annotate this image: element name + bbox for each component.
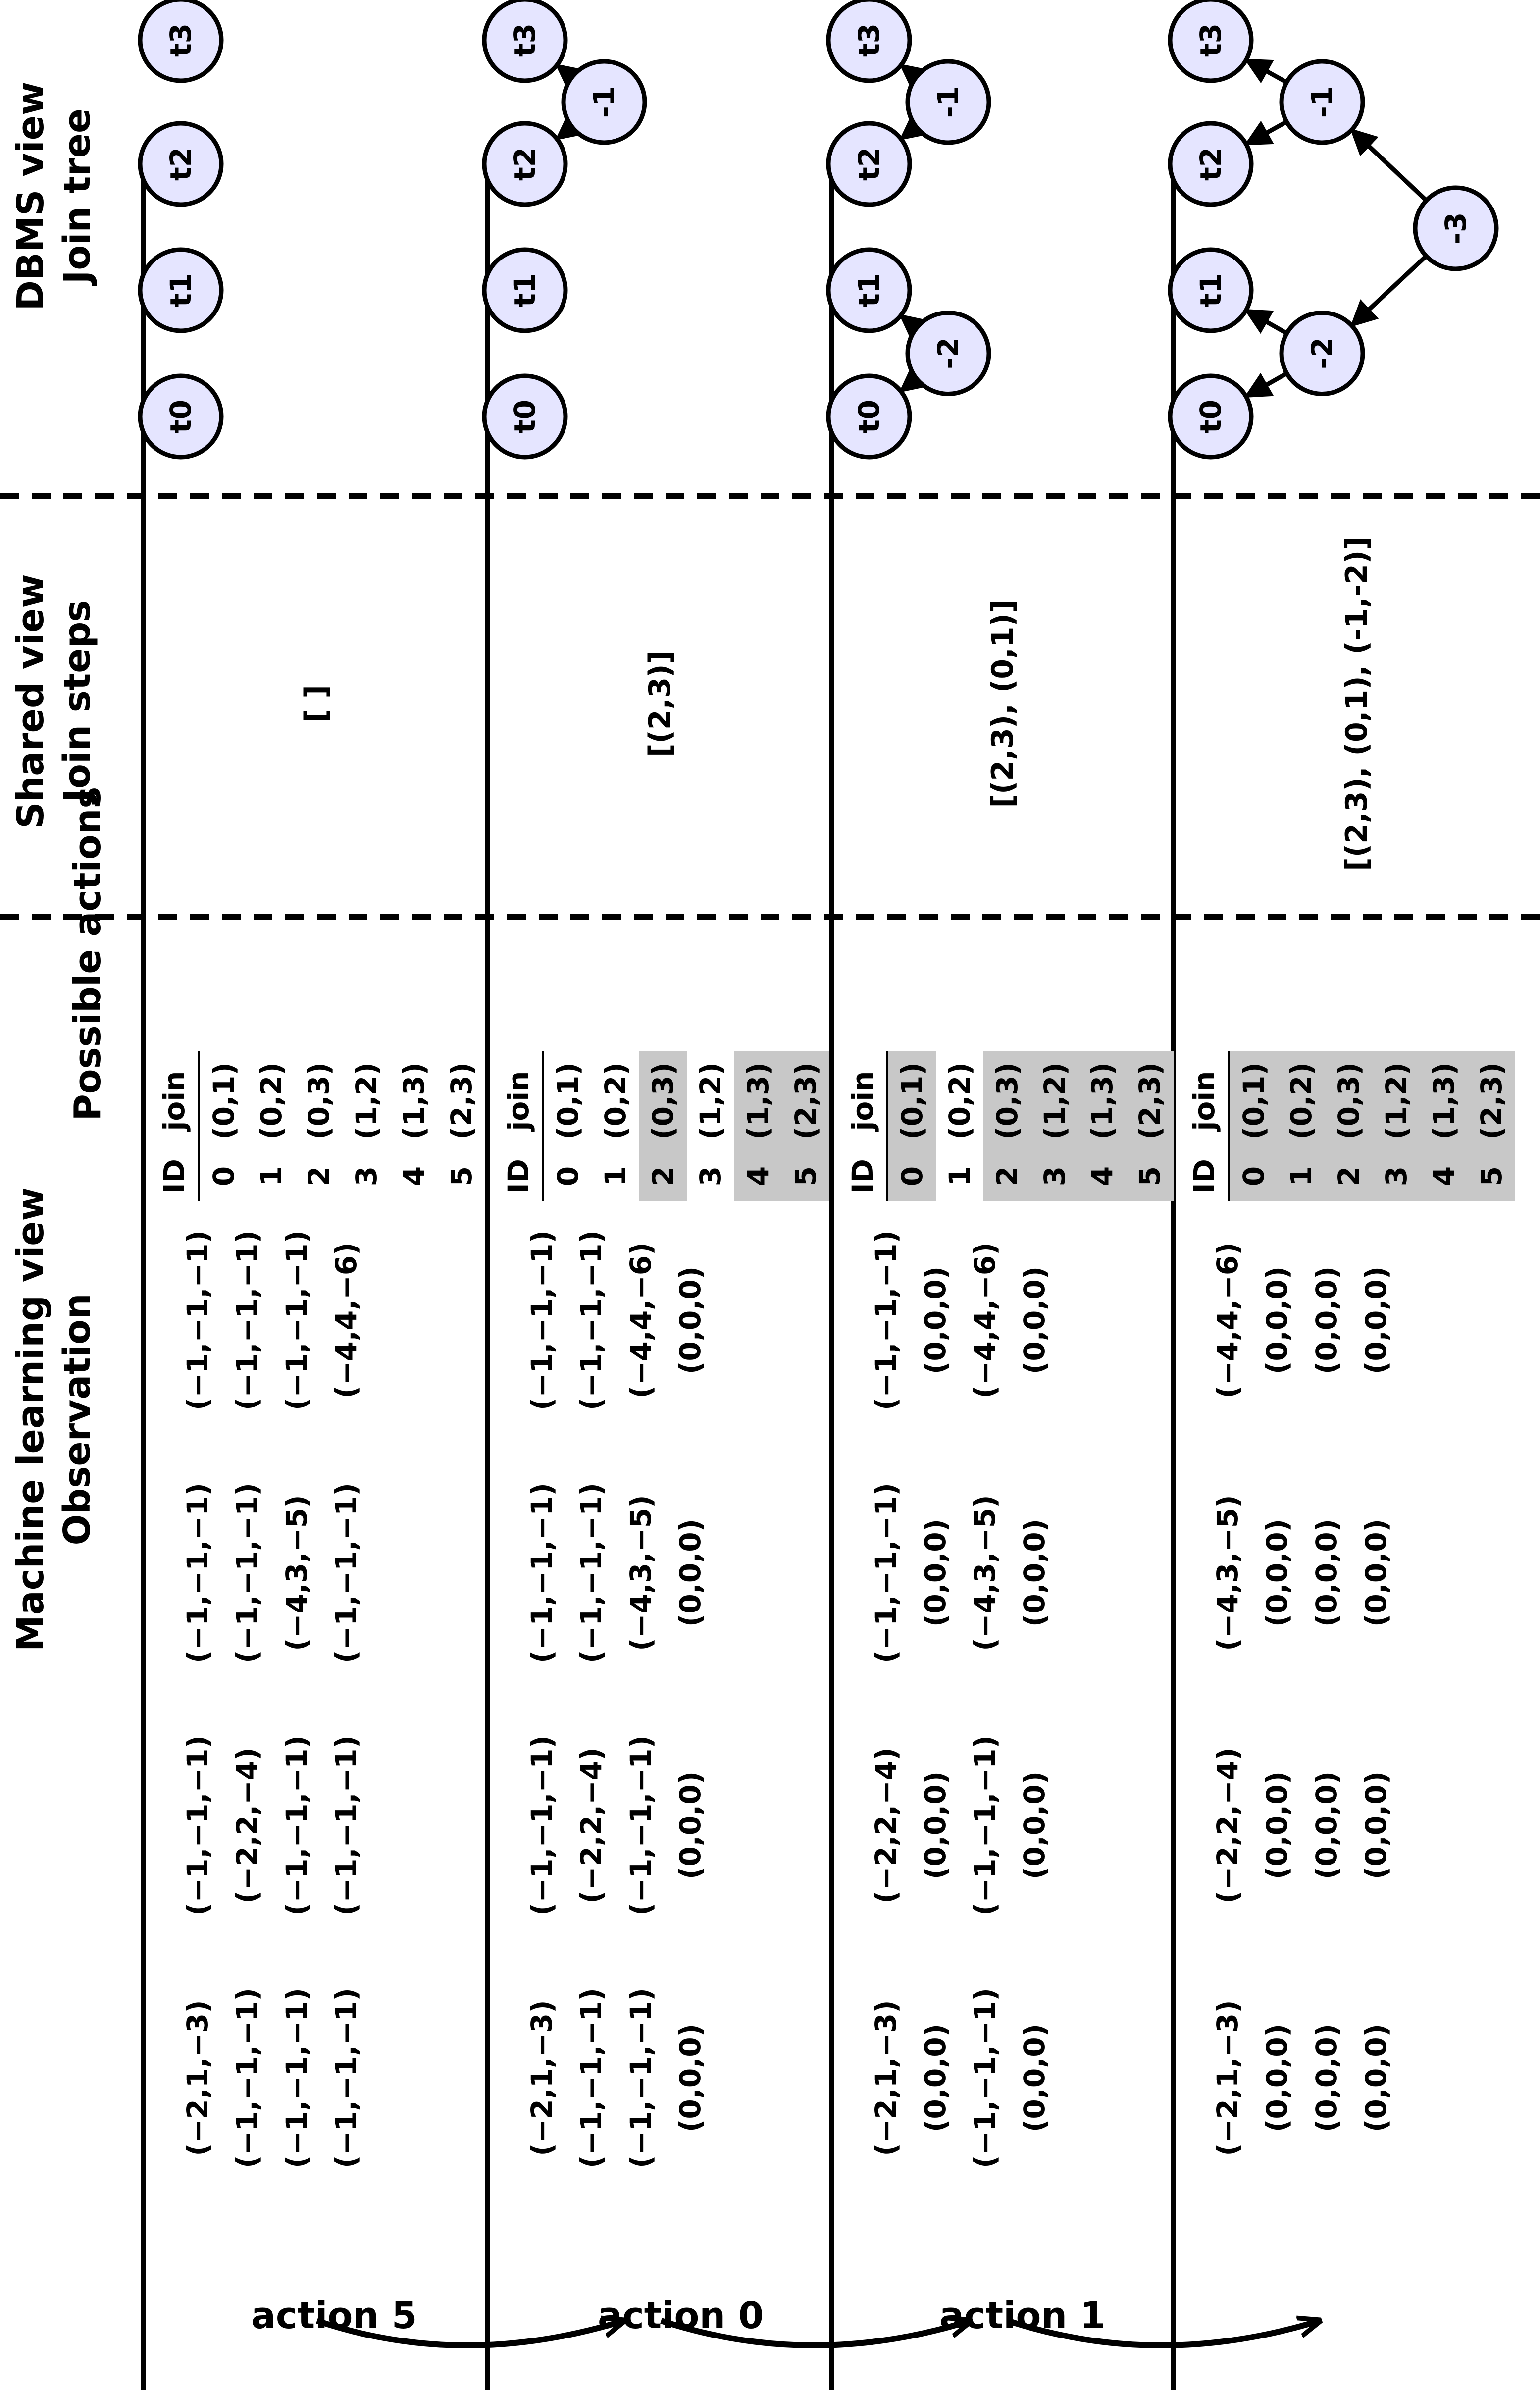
- observation-tuple: (−1,−1,−1): [181, 1483, 214, 1663]
- tree-node-label: t1: [852, 273, 886, 308]
- observation-tuple: (0,0,0): [1018, 1771, 1051, 1880]
- tree-edge-arrow: [1249, 373, 1287, 395]
- observation-tuple: (−1,−1,−1): [181, 1230, 214, 1410]
- action-id: 5: [445, 1166, 478, 1187]
- action-join: (0,1): [551, 1062, 585, 1140]
- observation-tuple: (−1,−1,−1): [230, 1483, 264, 1663]
- observation-tuple: (0,0,0): [919, 1518, 952, 1627]
- tree-node-label: -2: [931, 337, 965, 369]
- action-join: (1,2): [350, 1062, 383, 1140]
- action-id: 1: [599, 1166, 632, 1187]
- tree-node-label: t3: [852, 23, 886, 57]
- action-join: (0,3): [639, 1051, 687, 1151]
- observation-tuple: (0,0,0): [673, 1266, 707, 1375]
- tree-edge-arrow: [559, 67, 572, 77]
- tree-node-label: t1: [164, 273, 198, 308]
- action-id: 3: [1373, 1151, 1420, 1201]
- tree-node-label: t2: [508, 147, 542, 181]
- observation-tuple: (−2,2,−4): [1211, 1747, 1244, 1904]
- action-join: (1,2): [1373, 1051, 1420, 1151]
- action-join: (0,1): [887, 1051, 936, 1151]
- action-join: (1,3): [1420, 1051, 1468, 1151]
- table-header-id: ID: [502, 1159, 535, 1194]
- observation-tuple: (0,0,0): [1310, 1518, 1343, 1627]
- observation-tuple: (−1,−1,−1): [525, 1483, 559, 1663]
- tree-node-label: -2: [1305, 337, 1339, 369]
- tree-node: [828, 376, 910, 457]
- action-id: 1: [943, 1166, 976, 1187]
- tree-edge-arrow: [1249, 122, 1286, 143]
- tree-node-label: t2: [852, 147, 886, 181]
- table-header-id: ID: [1187, 1159, 1221, 1194]
- action-id: 4: [734, 1151, 782, 1201]
- table-header-id: ID: [846, 1159, 879, 1194]
- observation-tuple: (−1,−1,−1): [525, 1230, 559, 1410]
- tree-node: [908, 61, 989, 143]
- observation-tuple: (−2,2,−4): [869, 1747, 903, 1904]
- observation-tuple: (−1,−1,−1): [624, 1988, 658, 2168]
- tree-node: [1415, 188, 1496, 269]
- tree-node-label: -1: [1305, 86, 1339, 118]
- tree-node: [1170, 376, 1251, 457]
- tree-node: [1282, 61, 1363, 143]
- tree-node: [828, 123, 910, 205]
- tree-node-label: t3: [1194, 23, 1228, 57]
- observation-tuple: (−4,4,−6): [968, 1242, 1002, 1399]
- observation-tuple: (−1,−1,−1): [968, 1735, 1002, 1916]
- join-steps-value: [(2,3), (0,1), (-1,-2)]: [1339, 536, 1374, 871]
- action-id: 4: [1420, 1151, 1468, 1201]
- action-id: 0: [1229, 1151, 1278, 1201]
- tree-edge-arrow: [1249, 61, 1286, 82]
- action-id: 1: [255, 1166, 288, 1187]
- tree-node: [1170, 123, 1251, 205]
- observation-tuple: (0,0,0): [673, 1771, 707, 1880]
- table-header-join: join: [502, 1071, 535, 1131]
- observation-tuple: (−4,4,−6): [329, 1242, 363, 1399]
- observation-tuple: (−4,3,−5): [280, 1495, 313, 1651]
- tree-node-label: t3: [508, 23, 542, 57]
- tree-node: [484, 0, 565, 81]
- action-join: (1,2): [694, 1062, 727, 1140]
- observation-tuple: (0,0,0): [673, 1518, 707, 1627]
- action-id: 3: [1031, 1151, 1078, 1201]
- observation-tuple: (−1,−1,−1): [624, 1735, 658, 1916]
- observation-tuple: (0,0,0): [1018, 1518, 1051, 1627]
- observation-tuple: (0,0,0): [919, 1266, 952, 1375]
- tree-edge-arrow: [559, 127, 572, 137]
- observation-tuple: (−1,−1,−1): [280, 1735, 313, 1916]
- action-join: (0,3): [302, 1062, 336, 1140]
- tree-node-label: t1: [508, 273, 542, 308]
- action-id: 5: [782, 1151, 829, 1201]
- observation-tuple: (−1,−1,−1): [329, 1735, 363, 1916]
- action-id: 3: [350, 1166, 383, 1187]
- observation-tuple: (0,0,0): [673, 2024, 707, 2132]
- observation-tuple: (0,0,0): [1260, 1266, 1294, 1375]
- observation-tuple: (0,0,0): [1359, 1266, 1393, 1375]
- observation-tuple: (−4,3,−5): [624, 1495, 658, 1651]
- observation-tuple: (0,0,0): [1359, 1518, 1393, 1627]
- tree-node: [1282, 313, 1363, 394]
- action-id: 0: [207, 1166, 241, 1187]
- tree-edge-arrow: [903, 127, 916, 137]
- tree-node-label: t0: [164, 399, 198, 434]
- observation-title: Observation: [56, 1293, 99, 1546]
- observation-tuple: (0,0,0): [919, 1771, 952, 1880]
- tree-node-label: t0: [1194, 399, 1228, 434]
- tree-node-label: t1: [1194, 273, 1228, 308]
- observation-tuple: (−1,−1,−1): [574, 1988, 608, 2168]
- tree-node-label: -1: [931, 86, 965, 118]
- action-join: (0,2): [599, 1062, 632, 1140]
- action-id: 2: [1325, 1151, 1373, 1201]
- action-id: 2: [302, 1166, 336, 1187]
- table-header-join: join: [157, 1071, 191, 1131]
- observation-tuple: (−2,1,−3): [1211, 2000, 1244, 2156]
- observation-tuple: (−4,4,−6): [624, 1242, 658, 1399]
- observation-tuple: (0,0,0): [1260, 2024, 1294, 2132]
- tree-node: [828, 0, 910, 81]
- tree-node-label: t0: [852, 399, 886, 434]
- observation-tuple: (−4,4,−6): [1211, 1242, 1244, 1399]
- action-id: 4: [1078, 1151, 1126, 1201]
- transition-label: action 5: [251, 2294, 417, 2337]
- action-id: 3: [694, 1166, 727, 1187]
- tree-node-label: t0: [508, 399, 542, 434]
- observation-tuple: (−1,−1,−1): [869, 1230, 903, 1410]
- observation-tuple: (0,0,0): [1359, 1771, 1393, 1880]
- table-header-join: join: [1187, 1071, 1221, 1131]
- tree-node: [1170, 250, 1251, 331]
- action-join: (0,2): [1278, 1051, 1325, 1151]
- action-id: 1: [1278, 1151, 1325, 1201]
- join-steps-title: Join steps: [56, 600, 99, 803]
- join-steps-value: [ ]: [298, 685, 333, 723]
- tree-edge-arrow: [903, 67, 916, 77]
- observation-tuple: (−2,2,−4): [574, 1747, 608, 1904]
- tree-edge-arrow: [1354, 256, 1426, 323]
- ml-view-title: Machine learning view: [9, 1187, 52, 1652]
- tree-edge-arrow: [1354, 132, 1426, 200]
- observation-tuple: (0,0,0): [1310, 1771, 1343, 1880]
- action-id: 5: [1468, 1151, 1515, 1201]
- observation-tuple: (−2,1,−3): [869, 2000, 903, 2156]
- tree-node: [484, 250, 565, 331]
- observation-tuple: (−1,−1,−1): [230, 1988, 264, 2168]
- observation-tuple: (0,0,0): [1310, 2024, 1343, 2132]
- action-join: (2,3): [1126, 1051, 1174, 1151]
- shared-view-title: Shared view: [9, 574, 52, 829]
- observation-tuple: (−1,−1,−1): [329, 1988, 363, 2168]
- tree-node-label: t2: [164, 147, 198, 181]
- observation-tuple: (−1,−1,−1): [968, 1988, 1002, 2168]
- join-steps-value: [(2,3), (0,1)]: [985, 599, 1020, 808]
- dbms-view-title: DBMS view: [9, 81, 52, 311]
- action-join: (1,3): [397, 1062, 431, 1140]
- tree-node: [908, 313, 989, 394]
- action-id: 0: [551, 1166, 585, 1187]
- tree-edge-arrow: [1249, 312, 1287, 333]
- action-id: 0: [887, 1151, 936, 1201]
- tree-edge-arrow: [903, 317, 917, 328]
- tree-node: [140, 376, 221, 457]
- join-tree-title: Join tree: [56, 108, 99, 284]
- action-id: 2: [639, 1151, 687, 1201]
- tree-node-label: t2: [1194, 147, 1228, 181]
- action-join: (0,2): [943, 1062, 976, 1140]
- action-join: (1,3): [1078, 1051, 1126, 1151]
- action-id: 2: [983, 1151, 1031, 1201]
- tree-node-label: -1: [587, 86, 621, 118]
- action-join: (2,3): [1468, 1051, 1515, 1151]
- tree-node: [140, 250, 221, 331]
- observation-tuple: (0,0,0): [1018, 1266, 1051, 1375]
- action-join: (1,3): [734, 1051, 782, 1151]
- observation-tuple: (0,0,0): [1018, 2024, 1051, 2132]
- observation-tuple: (0,0,0): [1260, 1771, 1294, 1880]
- tree-node: [484, 123, 565, 205]
- tree-node: [140, 123, 221, 205]
- action-join: (2,3): [782, 1051, 829, 1151]
- transition-label: action 0: [598, 2294, 764, 2337]
- join-steps-value: [(2,3)]: [642, 650, 677, 757]
- observation-tuple: (−2,1,−3): [525, 2000, 559, 2156]
- table-header-join: join: [846, 1071, 879, 1131]
- observation-tuple: (−1,−1,−1): [525, 1735, 559, 1916]
- observation-tuple: (0,0,0): [1260, 1518, 1294, 1627]
- observation-tuple: (−1,−1,−1): [869, 1483, 903, 1663]
- actions-header: Possible actions: [66, 786, 109, 1121]
- observation-tuple: (−1,−1,−1): [280, 1230, 313, 1410]
- observation-tuple: (−2,1,−3): [181, 2000, 214, 2156]
- table-header-id: ID: [157, 1159, 191, 1194]
- action-join: (0,2): [255, 1062, 288, 1140]
- transition-label: action 1: [939, 2294, 1106, 2337]
- tree-node-label: t3: [164, 23, 198, 57]
- observation-tuple: (−1,−1,−1): [230, 1230, 264, 1410]
- action-join: (0,3): [983, 1051, 1031, 1151]
- observation-tuple: (0,0,0): [919, 2024, 952, 2132]
- action-join: (0,3): [1325, 1051, 1373, 1151]
- observation-tuple: (−4,3,−5): [1211, 1495, 1244, 1651]
- observation-tuple: (−1,−1,−1): [329, 1483, 363, 1663]
- action-join: (2,3): [445, 1062, 478, 1140]
- action-join: (0,1): [1229, 1051, 1278, 1151]
- tree-node: [484, 376, 565, 457]
- tree-edge-arrow: [903, 379, 917, 390]
- observation-tuple: (−1,−1,−1): [574, 1483, 608, 1663]
- observation-tuple: (−4,3,−5): [968, 1495, 1002, 1651]
- tree-node: [1170, 0, 1251, 81]
- tree-node: [564, 61, 645, 143]
- tree-node-label: -3: [1439, 212, 1473, 245]
- action-id: 5: [1126, 1151, 1174, 1201]
- action-join: (0,1): [207, 1062, 241, 1140]
- observation-tuple: (−1,−1,−1): [574, 1230, 608, 1410]
- observation-tuple: (−1,−1,−1): [280, 1988, 313, 2168]
- tree-node: [140, 0, 221, 81]
- tree-node: [828, 250, 910, 331]
- observation-tuple: (0,0,0): [1359, 2024, 1393, 2132]
- observation-tuple: (0,0,0): [1310, 1266, 1343, 1375]
- observation-tuple: (−2,2,−4): [230, 1747, 264, 1904]
- action-id: 4: [397, 1166, 431, 1187]
- observation-tuple: (−1,−1,−1): [181, 1735, 214, 1916]
- action-join: (1,2): [1031, 1051, 1078, 1151]
